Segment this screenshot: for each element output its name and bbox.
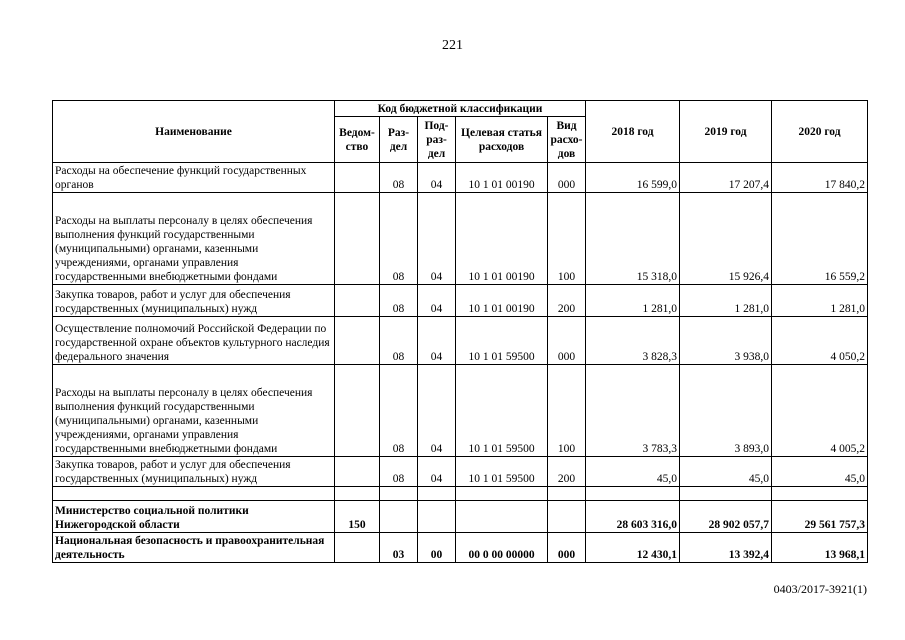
row-celevaya: 10 1 01 59500	[456, 457, 548, 487]
row-2018	[586, 487, 680, 501]
header-vid: Вид расхо-дов	[548, 117, 586, 163]
table-row	[53, 487, 868, 501]
row-2020: 45,0	[772, 457, 868, 487]
row-vid	[548, 487, 586, 501]
row-name: Расходы на выплаты персоналу в целях обеспечения выполнения функций государственными (муниципальными) органами, казенными учреждениями, органами управления государственными внебюджетными фондами	[53, 365, 335, 457]
document-code: 0403/2017-3921(1)	[773, 582, 867, 596]
row-podrazdel	[418, 487, 456, 501]
row-vid: 200	[548, 457, 586, 487]
budget-table	[52, 100, 868, 563]
table-row	[53, 457, 868, 487]
row-2020: 1 281,0	[772, 285, 868, 317]
row-name: Закупка товаров, работ и услуг для обеспечения государственных (муниципальных) нужд	[53, 285, 335, 317]
row-vid: 000	[548, 317, 586, 365]
row-vid: 200	[548, 285, 586, 317]
row-2018: 3 783,3	[586, 365, 680, 457]
header-2019: 2019 год	[680, 101, 772, 163]
header-celevaya: Целевая статья расходов	[456, 117, 548, 163]
row-celevaya: 10 1 01 59500	[456, 365, 548, 457]
header-2020: 2020 год	[772, 101, 868, 163]
row-2020: 29 561 757,3	[772, 501, 868, 533]
row-name: Осуществление полномочий Российской Федерации по государственной охране объектов культурного наследия федерального значения	[53, 317, 335, 365]
table-row	[53, 193, 868, 285]
table-row	[53, 501, 868, 533]
row-2020: 4 005,2	[772, 365, 868, 457]
row-celevaya: 10 1 01 59500	[456, 317, 548, 365]
row-celevaya: 00 0 00 00000	[456, 533, 548, 563]
row-2019: 1 281,0	[680, 285, 772, 317]
row-2019: 3 893,0	[680, 365, 772, 457]
row-2018: 3 828,3	[586, 317, 680, 365]
row-2018: 16 599,0	[586, 163, 680, 193]
row-vedomstvo	[335, 285, 380, 317]
row-name: Министерство социальной политики Нижегородской области	[53, 501, 335, 533]
row-2019: 3 938,0	[680, 317, 772, 365]
row-razdel	[380, 501, 418, 533]
row-vedomstvo	[335, 193, 380, 285]
row-podrazdel: 04	[418, 457, 456, 487]
row-2018: 28 603 316,0	[586, 501, 680, 533]
table-row	[53, 317, 868, 365]
row-2020	[772, 487, 868, 501]
row-vid: 100	[548, 365, 586, 457]
row-name	[53, 487, 335, 501]
row-2019: 28 902 057,7	[680, 501, 772, 533]
row-razdel: 08	[380, 285, 418, 317]
row-vedomstvo	[335, 487, 380, 501]
row-2019: 13 392,4	[680, 533, 772, 563]
row-celevaya: 10 1 01 00190	[456, 285, 548, 317]
header-2018: 2018 год	[586, 101, 680, 163]
row-vedomstvo	[335, 163, 380, 193]
row-podrazdel: 04	[418, 365, 456, 457]
row-2019: 45,0	[680, 457, 772, 487]
row-podrazdel: 04	[418, 193, 456, 285]
row-2018: 45,0	[586, 457, 680, 487]
row-2018: 15 318,0	[586, 193, 680, 285]
table-body	[53, 163, 868, 563]
row-podrazdel: 04	[418, 163, 456, 193]
row-vedomstvo: 150	[335, 501, 380, 533]
row-vid: 100	[548, 193, 586, 285]
table-row	[53, 285, 868, 317]
row-celevaya	[456, 501, 548, 533]
row-2019: 15 926,4	[680, 193, 772, 285]
header-podrazdel: Под-раз-дел	[418, 117, 456, 163]
row-vedomstvo	[335, 457, 380, 487]
row-name: Расходы на выплаты персоналу в целях обеспечения выполнения функций государственными (муниципальными) органами, казенными учреждениями, органами управления государственными внебюджетными фондами	[53, 193, 335, 285]
row-2019: 17 207,4	[680, 163, 772, 193]
row-vid	[548, 501, 586, 533]
table-row	[53, 163, 868, 193]
row-vedomstvo	[335, 365, 380, 457]
header-vedomstvo: Ведом-ство	[335, 117, 380, 163]
row-razdel: 08	[380, 193, 418, 285]
row-podrazdel	[418, 501, 456, 533]
row-vedomstvo	[335, 317, 380, 365]
row-razdel: 03	[380, 533, 418, 563]
table-row	[53, 533, 868, 563]
row-vid: 000	[548, 163, 586, 193]
row-razdel	[380, 487, 418, 501]
row-2020: 17 840,2	[772, 163, 868, 193]
row-razdel: 08	[380, 317, 418, 365]
row-vid: 000	[548, 533, 586, 563]
row-razdel: 08	[380, 365, 418, 457]
row-2020: 16 559,2	[772, 193, 868, 285]
header-name: Наименование	[53, 101, 335, 163]
row-celevaya	[456, 487, 548, 501]
row-podrazdel: 00	[418, 533, 456, 563]
row-podrazdel: 04	[418, 317, 456, 365]
row-2018: 12 430,1	[586, 533, 680, 563]
row-2018: 1 281,0	[586, 285, 680, 317]
table-row	[53, 365, 868, 457]
row-2020: 13 968,1	[772, 533, 868, 563]
page-number: 221	[442, 38, 463, 53]
row-podrazdel: 04	[418, 285, 456, 317]
row-razdel: 08	[380, 163, 418, 193]
row-2020: 4 050,2	[772, 317, 868, 365]
header-razdel: Раз-дел	[380, 117, 418, 163]
row-2019	[680, 487, 772, 501]
row-razdel: 08	[380, 457, 418, 487]
row-name: Расходы на обеспечение функций государственных органов	[53, 163, 335, 193]
row-vedomstvo	[335, 533, 380, 563]
row-celevaya: 10 1 01 00190	[456, 193, 548, 285]
row-name: Национальная безопасность и правоохранительная деятельность	[53, 533, 335, 563]
row-celevaya: 10 1 01 00190	[456, 163, 548, 193]
header-kbk-group: Код бюджетной классификации	[335, 101, 586, 117]
row-name: Закупка товаров, работ и услуг для обеспечения государственных (муниципальных) нужд	[53, 457, 335, 487]
